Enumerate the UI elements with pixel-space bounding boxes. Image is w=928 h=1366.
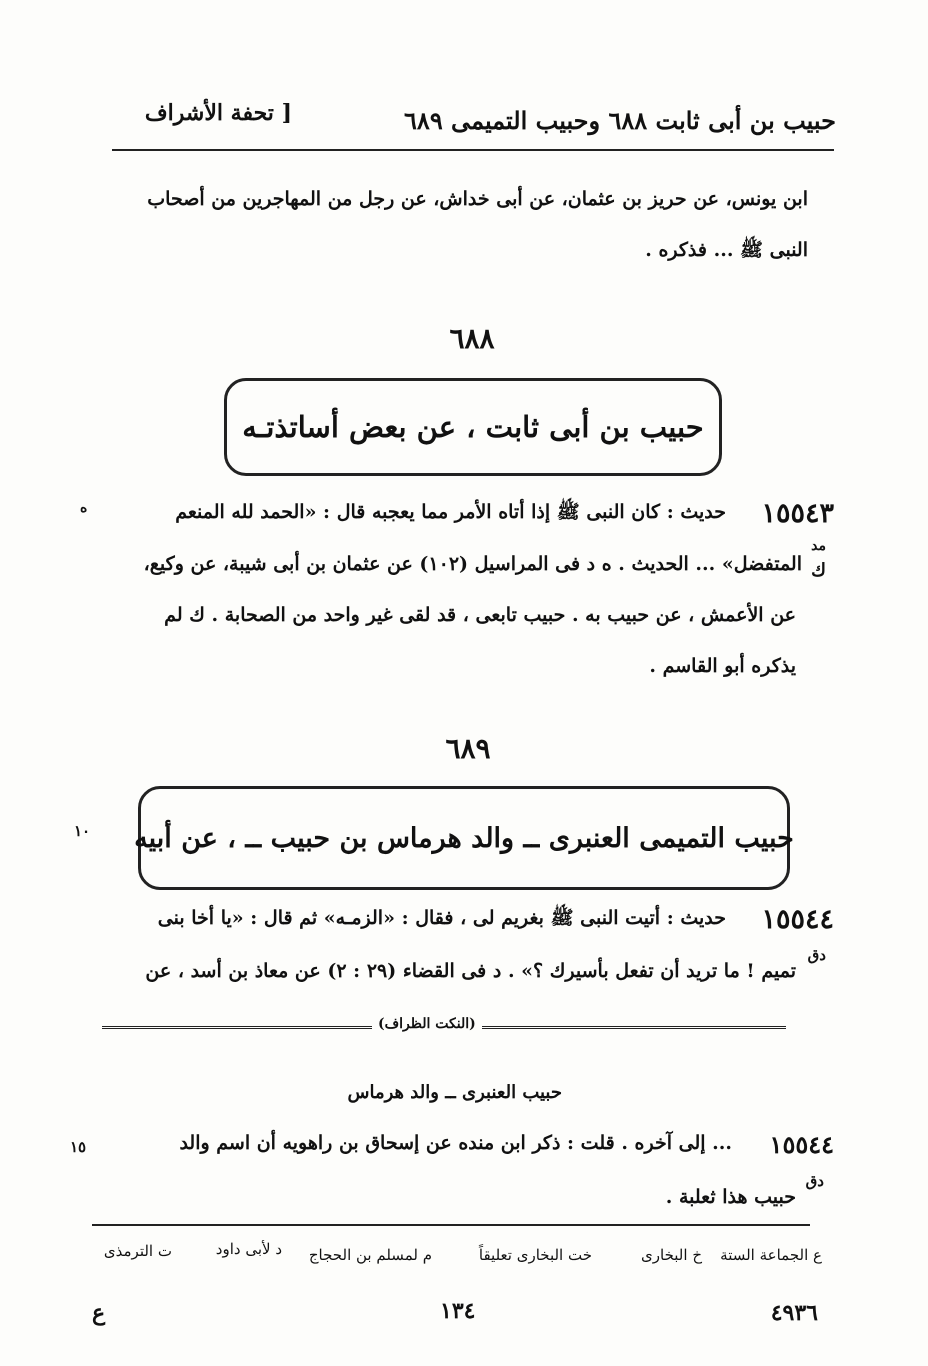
hadith-15543-line-2: المتفضل» ... الحديث . ه د فى المراسيل (١٠٢) عن عثمان بن أبى شيبة، عن وكيع، <box>143 553 802 575</box>
header-rule <box>112 149 834 151</box>
section-title-689: حبيب التميمى العنبرى ــ والد هرماس بن حبيب ــ ، عن أبيه <box>134 822 794 854</box>
abbr-bukhari-taliq: خت البخارى تعليقاً <box>478 1246 592 1264</box>
nukat-margin-dq: دق <box>805 1172 824 1190</box>
abbr-abu-dawud: د لأبى داود <box>215 1240 282 1258</box>
section-title-688: حبيب بن أبى ثابت ، عن بعض أساتذتـه <box>242 410 704 444</box>
abbr-jamaa: ع الجماعة الستة <box>720 1246 822 1264</box>
footer-left-mark: ع <box>92 1300 106 1326</box>
nukat-line-2: حبيب هذا ثعلبة . <box>665 1186 796 1208</box>
line-marker-10: ١٠ <box>74 822 91 840</box>
hadith-number-15544: ١٥٥٤٤ <box>761 904 834 935</box>
hadith-15544-line-1: حديث : أتيت النبى ﷺ بغريم لى ، فقال : «الزمـه» ثم قال : «يا أخا بنى <box>157 907 726 929</box>
hadith-number-15543: ١٥٥٤٣ <box>761 498 834 529</box>
section-title-box-689 <box>134 786 794 890</box>
nukat-label: (النكت الظراف) <box>372 1016 482 1032</box>
margin-mark-right-bottom: ك <box>811 560 826 581</box>
nukat-line-1: ... إلى آخره . قلت : ذكر ابن منده عن إسحاق بن راهويه أن اسم والد <box>179 1132 732 1154</box>
margin-mark-left: ه <box>80 500 88 516</box>
running-header-title: حبيب بن أبى ثابت ٦٨٨ وحبيب التميمى ٦٨٩ <box>404 106 836 135</box>
hadith-15544-line-2: تميم ! ما تريد أن تفعل بأسيرك ؟» . د فى القضاء (٢٩ : ٢) عن معاذ بن أسد ، عن <box>145 960 796 982</box>
hadith-15543-line-4: يذكره أبو القاسم . <box>649 655 796 677</box>
volume-page-number: ٤٩٣٦ <box>770 1300 818 1326</box>
intro-line-2: النبى ﷺ ... فذكره . <box>645 239 808 261</box>
abbr-bukhari: خ البخارى <box>641 1246 702 1264</box>
footnote-rule <box>92 1224 810 1226</box>
section-number-689: ٦٨٩ <box>445 732 491 765</box>
page-number: ١٣٤ <box>440 1298 476 1324</box>
abbr-muslim: م لمسلم بن الحجاج <box>308 1246 432 1264</box>
running-header-book: [ تحفة الأشراف <box>144 100 292 126</box>
nukat-subheading: حبيب العنبرى ــ والد هرماس <box>347 1082 562 1103</box>
abbr-tirmidhi: ت الترمذى <box>103 1242 172 1260</box>
section-title-box-688 <box>224 378 722 476</box>
intro-line-1: ابن يونس، عن حريز بن عثمان، عن أبى خداش، عن رجل من المهاجرين من أصحاب <box>147 188 808 210</box>
section-number-688: ٦٨٨ <box>449 322 495 355</box>
margin-mark-right-top: مد <box>811 538 826 554</box>
line-marker-15: ١٥ <box>70 1138 87 1156</box>
hadith-15543-line-1: حديث : كان النبى ﷺ إذا أتاه الأمر مما يعجبه قال : «الحمد لله المنعم <box>175 501 726 523</box>
hadith-15543-line-3: عن الأعمش ، عن حبيب به . حبيب تابعى ، قد لقى غير واحد من الصحابة . ك لم <box>164 604 796 626</box>
margin-mark-dq: دق <box>807 946 826 964</box>
nukat-hadith-number: ١٥٥٤٤ <box>769 1130 834 1159</box>
